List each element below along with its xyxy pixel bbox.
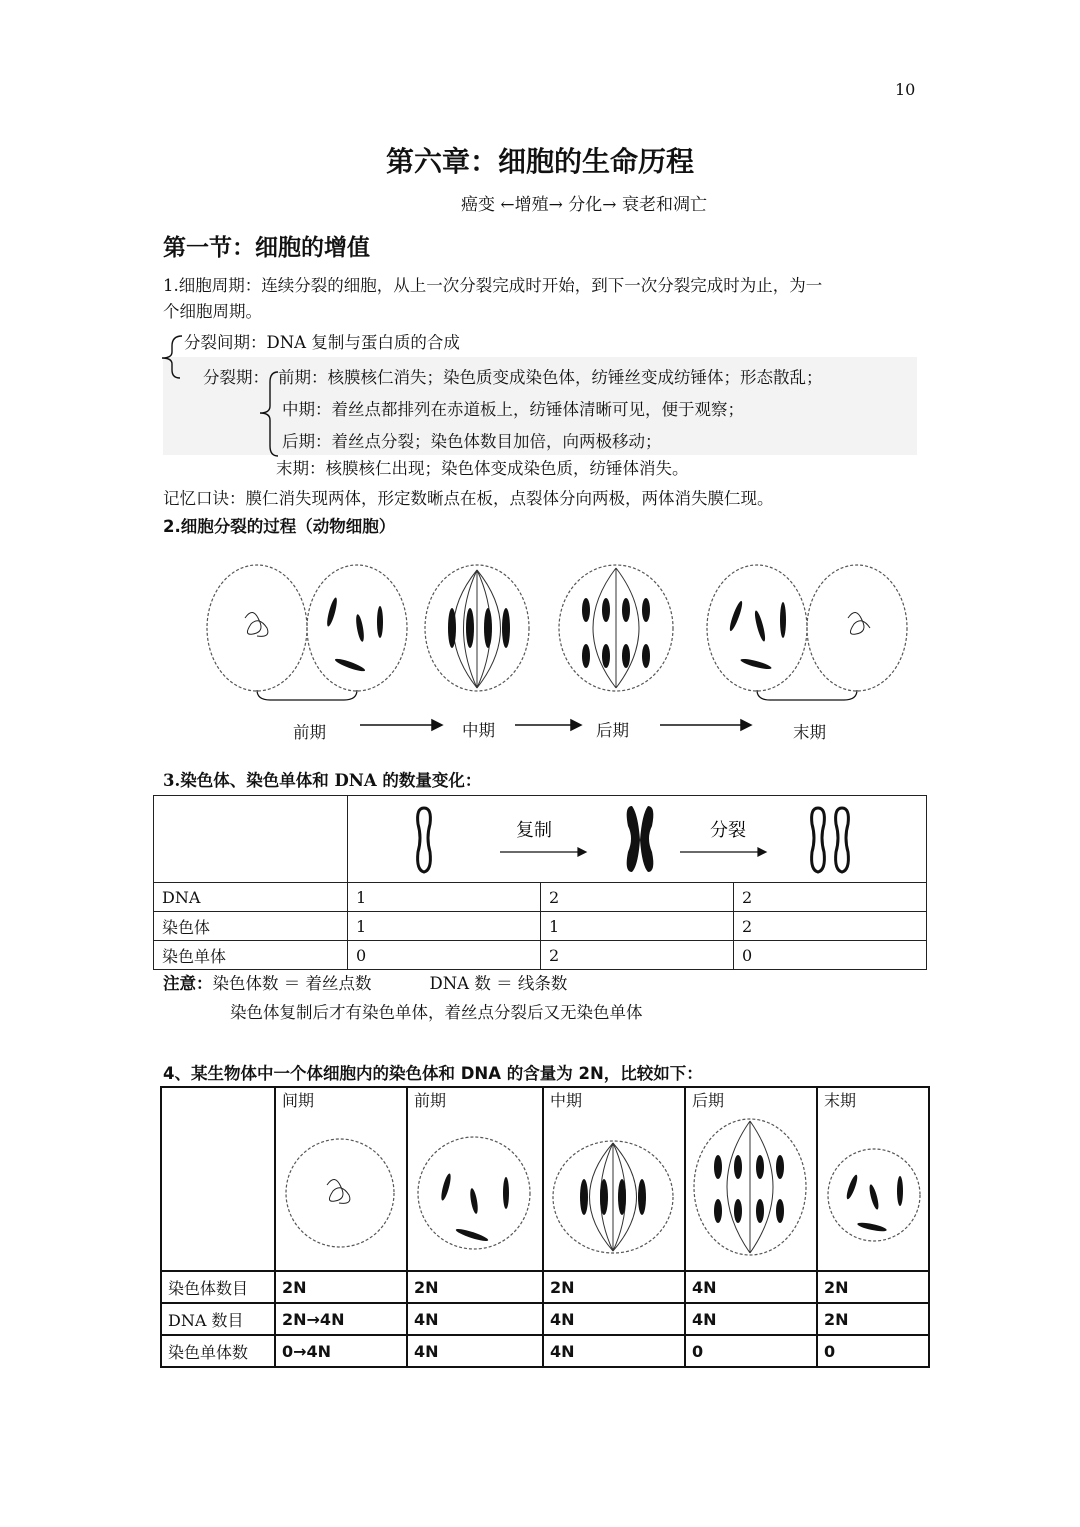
prophase-cell-drawing	[414, 1111, 536, 1257]
mitosis-label: 分裂期：	[203, 368, 269, 387]
count-row-label: 染色体	[154, 912, 348, 941]
count-blank-cell	[154, 796, 348, 883]
phase-cell-metaphase	[543, 1087, 685, 1271]
phase-cell-telophase	[817, 1087, 929, 1271]
cycle-definition-label: 1.细胞周期：	[163, 276, 262, 295]
count-cell: 2	[734, 912, 927, 941]
comparison-cell: 0	[817, 1335, 929, 1367]
comparison-blank-cell	[161, 1087, 275, 1271]
count-cell: 0	[734, 941, 927, 970]
telophase-line: 末期：核膜核仁出现；染色体变成染色质，纺锤体消失。	[276, 459, 689, 478]
count-cell: 1	[541, 912, 734, 941]
count-heading: 3.染色体、染色单体和 DNA 的数量变化：	[163, 771, 482, 790]
count-cell: 1	[348, 883, 541, 912]
comparison-row-chromosome	[161, 1271, 929, 1303]
comparison-row-chromatid	[161, 1335, 929, 1367]
count-table	[153, 795, 927, 970]
comparison-cell: 2N	[407, 1271, 543, 1303]
chromosome-replication-diagram	[348, 796, 926, 882]
page-number: 10	[895, 80, 916, 99]
mnemonic-line	[163, 488, 774, 510]
phase-label: 间期	[282, 1091, 315, 1110]
count-row-chromosome	[154, 912, 927, 941]
phase-label: 后期	[692, 1091, 725, 1110]
phase-label: 前期	[414, 1091, 447, 1110]
process-heading: 2.细胞分裂的过程（动物细胞）	[163, 517, 396, 536]
comparison-cell: 0→4N	[275, 1335, 407, 1367]
count-cell: 2	[734, 883, 927, 912]
comparison-row-label: DNA 数目	[161, 1303, 275, 1335]
stage-arrows	[350, 715, 770, 735]
prophase-line: 前期：核膜核仁消失；染色质变成染色体，纺锤丝变成纺锤体；形态散乱；	[278, 368, 823, 387]
phase-label: 中期	[550, 1091, 583, 1110]
comparison-cell: 2N	[817, 1303, 929, 1335]
comparison-cell: 2N	[817, 1271, 929, 1303]
count-row-label: DNA	[154, 883, 348, 912]
cycle-definition-line1	[163, 275, 822, 297]
note-line2: 染色体复制后才有染色单体，着丝点分裂后又无染色单体	[230, 1003, 643, 1022]
count-cell: 2	[541, 883, 734, 912]
cycle-definition-text: 连续分裂的细胞，从上一次分裂完成时开始，到下一次分裂完成时为止，为一	[261, 276, 823, 295]
metaphase-line: 中期：着丝点都排列在赤道板上，纺锤体清晰可见，便于观察；	[282, 400, 744, 419]
chapter-title: 第六章：细胞的生命历程	[385, 145, 694, 178]
replicate-label: 复制	[516, 820, 552, 841]
phase-cell-prophase	[407, 1087, 543, 1271]
mnemonic-label: 记忆口诀：	[163, 489, 246, 508]
chapter-subtitle: 癌变 ←增殖→ 分化→ 衰老和凋亡	[461, 195, 707, 215]
comparison-row-label: 染色单体数	[161, 1335, 275, 1367]
comparison-cell: 4N	[407, 1335, 543, 1367]
count-diagram-cell	[348, 796, 927, 883]
count-row-dna	[154, 883, 927, 912]
stage-label-anaphase: 后期	[596, 721, 629, 740]
phase-label: 末期	[824, 1091, 857, 1110]
note-line1	[163, 973, 567, 995]
section-heading: 第一节：细胞的增值	[163, 235, 370, 261]
comparison-cell: 0	[685, 1335, 817, 1367]
phase-cell-anaphase	[685, 1087, 817, 1271]
phase-cell-interphase	[275, 1087, 407, 1271]
cycle-definition-line2: 个细胞周期。	[163, 302, 262, 321]
comparison-phase-row	[161, 1087, 929, 1271]
stage-label-metaphase: 中期	[462, 721, 495, 740]
mnemonic-text: 膜仁消失现两体，形定数晰点在板，点裂体分向两极，两体消失膜仁现。	[245, 489, 774, 508]
comparison-table	[160, 1086, 930, 1368]
comparison-cell: 4N	[685, 1271, 817, 1303]
telophase-cell-drawing	[824, 1111, 922, 1257]
note-chromosome-count: 染色体数 ＝ 着丝点数	[212, 974, 372, 993]
cell-division-figure	[200, 560, 920, 710]
comparison-row-label: 染色体数目	[161, 1271, 275, 1303]
comparison-cell: 4N	[543, 1303, 685, 1335]
stage-label-prophase: 前期	[293, 723, 326, 742]
count-row-label: 染色单体	[154, 941, 348, 970]
stage-label-telophase: 末期	[793, 723, 826, 742]
anaphase-line: 后期：着丝点分裂；染色体数目加倍，向两极移动；	[282, 432, 662, 451]
comparison-heading: 4、某生物体中一个体细胞内的染色体和 DNA 的含量为 2N，比较如下：	[163, 1064, 703, 1083]
count-cell: 1	[348, 912, 541, 941]
comparison-row-dna	[161, 1303, 929, 1335]
comparison-cell: 4N	[685, 1303, 817, 1335]
split-label: 分裂	[710, 820, 746, 841]
comparison-cell: 4N	[407, 1303, 543, 1335]
comparison-cell: 2N→4N	[275, 1303, 407, 1335]
metaphase-cell-drawing	[550, 1111, 678, 1257]
anaphase-cell-drawing	[692, 1111, 810, 1257]
interphase-cell-drawing	[282, 1111, 400, 1257]
count-cell: 2	[541, 941, 734, 970]
note-label: 注意：	[163, 974, 213, 993]
comparison-cell: 4N	[543, 1335, 685, 1367]
count-row-chromatid	[154, 941, 927, 970]
comparison-cell: 2N	[275, 1271, 407, 1303]
count-diagram-row	[154, 796, 927, 883]
comparison-cell: 2N	[543, 1271, 685, 1303]
interphase-line: 分裂间期：DNA 复制与蛋白质的合成	[184, 333, 460, 352]
note-dna-count: DNA 数 ＝ 线条数	[429, 974, 568, 993]
count-cell: 0	[348, 941, 541, 970]
